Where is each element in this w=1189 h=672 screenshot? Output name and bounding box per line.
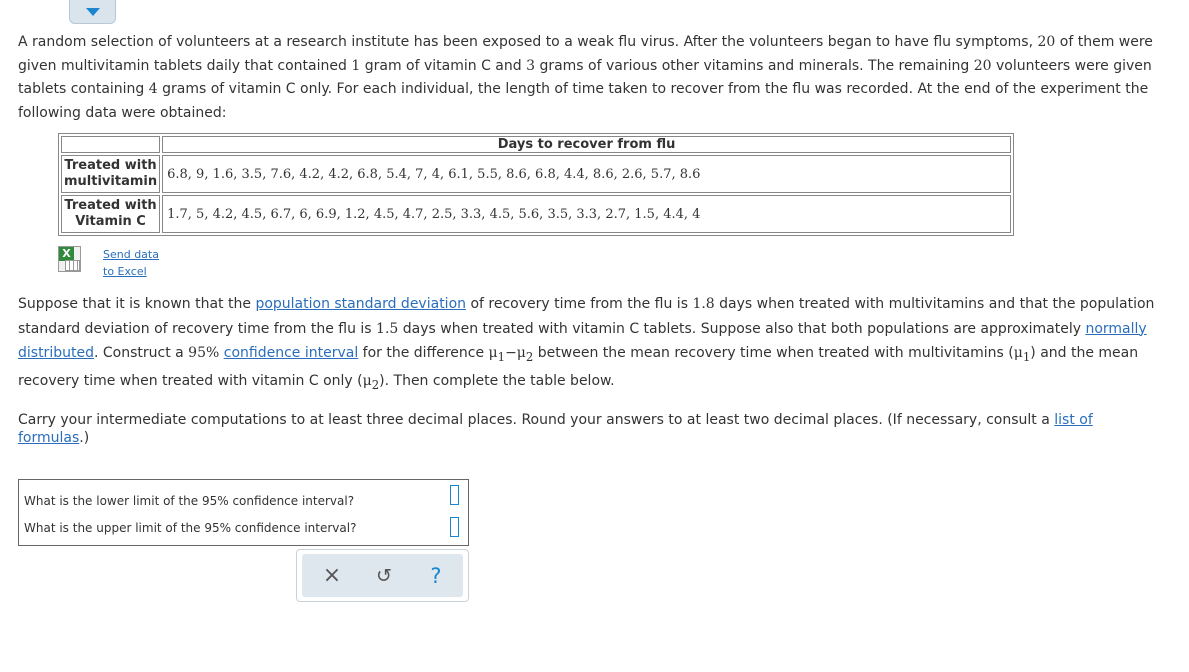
row-label-multivitamin: Treated with multivitamin bbox=[61, 155, 160, 193]
answer-controls bbox=[296, 549, 469, 602]
row-label-vitamin-c: Treated with Vitamin C bbox=[61, 195, 160, 233]
undo-icon[interactable]: ↺ bbox=[376, 565, 392, 587]
table-row bbox=[61, 195, 1011, 233]
population-sd-link[interactable]: population standard deviation bbox=[255, 296, 467, 312]
rounding-instructions: Carry your intermediate computations to at least three decimal places. Round your answers to at least two decimal places. (If necessary, consult a list of formulas.) bbox=[18, 412, 1093, 446]
lower-limit-input[interactable] bbox=[450, 485, 459, 505]
upper-limit-input[interactable] bbox=[450, 517, 459, 537]
confidence-interval-link[interactable]: confidence interval bbox=[223, 345, 359, 361]
clear-icon[interactable]: × bbox=[322, 563, 342, 588]
to-excel-link[interactable]: to Excel bbox=[103, 265, 147, 278]
table-row bbox=[61, 155, 1011, 193]
caret-down-icon bbox=[86, 8, 100, 16]
normally-distributed-link[interactable]: normally distributed bbox=[18, 320, 1147, 361]
list-of-formulas-link[interactable]: list of formulas bbox=[18, 412, 1093, 446]
help-icon[interactable]: ? bbox=[430, 564, 442, 588]
upper-limit-question: What is the upper limit of the 95% confidence interval? bbox=[24, 521, 357, 535]
send-data-link[interactable]: Send data bbox=[103, 248, 159, 261]
table-corner bbox=[61, 136, 160, 153]
problem-question: Suppose that it is known that the population standard deviation of recovery time from the flu is 1.8 days when treated with multivitamins and that the population standard deviation of recovery time from the flu is 1.5 days when treated with vitamin C tablets. Suppose also that both populations are approximately normally distributed. Construct a 95% confidence interval for the difference $\mu_1-\mu_2$ between the mean recovery time when treated with multivitamins $(\mu_1)$ and the mean recovery time when treated with vitamin C only $(\mu_2)$. Then complete the table below. bbox=[18, 296, 1155, 393]
lower-limit-question: What is the lower limit of the 95% confidence interval? bbox=[24, 494, 355, 508]
row-values-multivitamin: 6.8, 9, 1.6, 3.5, 7.6, 4.2, 4.2, 6.8, 5.4, 7, 4, 6.1, 5.5, 8.6, 6.8, 4.4, 8.6, 2.6, 5.7, 8.6 bbox=[162, 155, 1011, 193]
collapse-tab[interactable] bbox=[69, 0, 116, 24]
answer-table bbox=[18, 479, 469, 546]
table-header: Days to recover from flu bbox=[162, 136, 1011, 153]
row-values-vitamin-c: 1.7, 5, 4.2, 4.5, 6.7, 6, 6.9, 1.2, 4.5, 4.7, 2.5, 3.3, 4.5, 5.6, 3.5, 3.3, 2.7, 1.5, 4.4, 4 bbox=[162, 195, 1011, 233]
recovery-data-table bbox=[58, 133, 1014, 236]
problem-intro: A random selection of volunteers at a research institute has been exposed to a weak flu virus. After the volunteers began to have flu symptoms, 20 of them were given multivitamin tablets daily that contained 1 gram of vitamin C and 3 grams of various other vitamins and minerals. The remaining 20 volunteers were given tablets containing 4 grams of vitamin C only. For each individual, the length of time taken to recover from the flu was recorded. At the end of the experiment the following data were obtained: bbox=[18, 34, 1153, 121]
excel-icon[interactable]: X bbox=[58, 246, 81, 272]
